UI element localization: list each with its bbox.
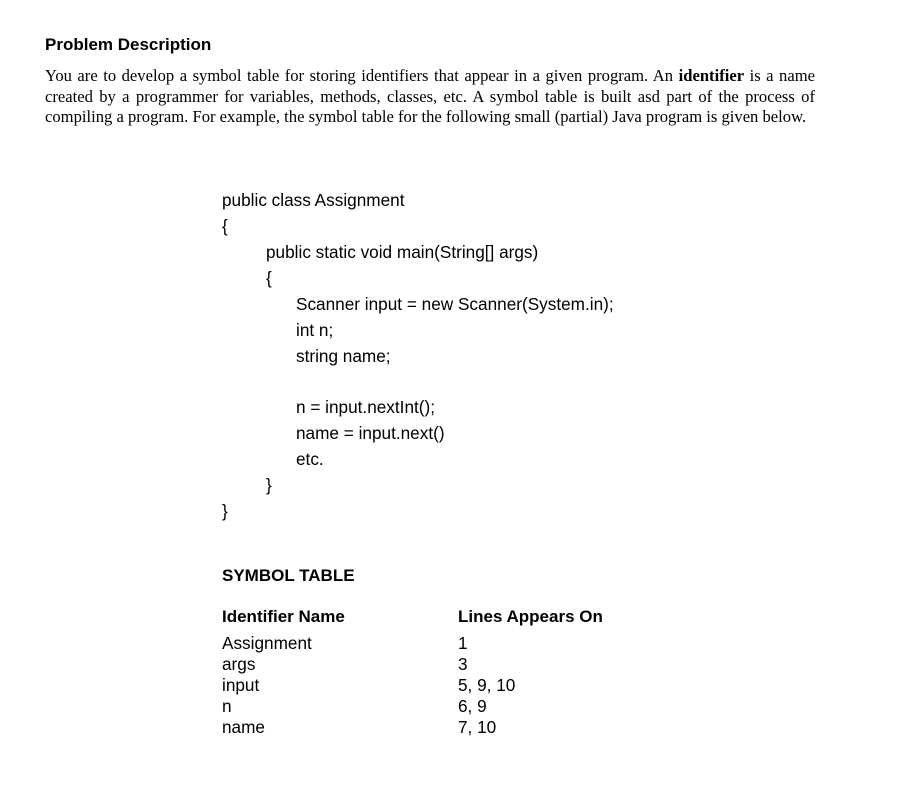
table-row-lines: 5, 9, 10 xyxy=(458,675,516,695)
section-heading: Problem Description xyxy=(45,35,212,54)
description-text-end: is a name created by a programmer for variables, methods, classes, etc. A symbol table is built asd part of the process of compiling a program. For example, the symbol table for the following small (partial) Java program is given below. xyxy=(45,66,815,126)
table-row-identifier: name xyxy=(222,717,265,737)
table-row-lines: 6, 9 xyxy=(458,696,487,716)
code-n-assign-line: n = input.nextInt(); xyxy=(296,397,436,417)
table-row-lines: 3 xyxy=(458,654,468,674)
table-row-identifier: Assignment xyxy=(222,633,312,653)
code-method-close-brace: } xyxy=(266,475,272,495)
code-class-declaration: public class Assignment xyxy=(222,190,405,210)
code-method-open-brace: { xyxy=(266,268,272,288)
code-int-line: int n; xyxy=(296,320,334,340)
code-scanner-line: Scanner input = new Scanner(System.in); xyxy=(296,294,614,314)
code-class-close-brace: } xyxy=(222,501,228,521)
lines-column-header: Lines Appears On xyxy=(458,607,603,626)
symbol-table-title: SYMBOL TABLE xyxy=(222,566,355,585)
identifier-column-header: Identifier Name xyxy=(222,607,345,626)
code-method-declaration: public static void main(String[] args) xyxy=(266,242,539,262)
description-bold-term: identifier xyxy=(678,66,745,85)
code-name-assign-line: name = input.next() xyxy=(296,423,445,443)
code-class-open-brace: { xyxy=(222,216,228,236)
code-etc-line: etc. xyxy=(296,449,324,469)
table-row-identifier: n xyxy=(222,696,232,716)
table-row-lines: 1 xyxy=(458,633,468,653)
description-text-start: You are to develop a symbol table for storing identifiers that appear in a given program. An xyxy=(45,66,679,85)
code-string-line: string name; xyxy=(296,346,391,366)
table-row-lines: 7, 10 xyxy=(458,717,497,737)
table-row-identifier: input xyxy=(222,675,260,695)
table-row-identifier: args xyxy=(222,654,256,674)
problem-description-paragraph xyxy=(45,66,815,128)
